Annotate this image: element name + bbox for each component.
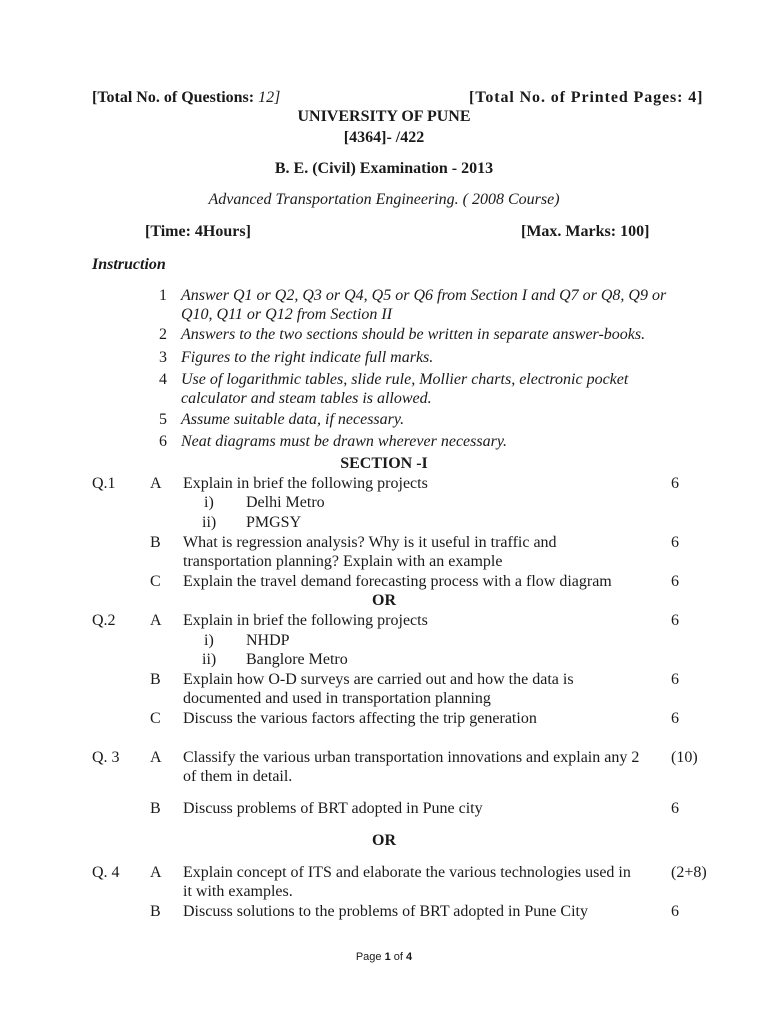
question-part-letter: A (150, 749, 162, 766)
question-part-letter: C (150, 710, 161, 727)
question-text: transportation planning? Explain with an example (183, 553, 503, 570)
question-text: Discuss the various factors affecting the trip generation (183, 710, 537, 727)
current-page-number: 1 (384, 951, 391, 963)
instruction-text: calculator and steam tables is allowed. (181, 390, 432, 407)
section-title: SECTION -I (340, 455, 428, 472)
question-part-letter: C (150, 573, 161, 590)
time-allowed (145, 223, 251, 241)
instruction-text: Answers to the two sections should be written in separate answer-books. (181, 326, 646, 343)
total-questions-value: 12] (258, 89, 281, 106)
university-name: UNIVERSITY OF PUNE (297, 108, 471, 125)
question-text: Explain in brief the following projects (183, 612, 428, 629)
question-number: Q. 3 (92, 749, 120, 766)
question-part-letter: B (150, 800, 161, 817)
time-label: [Time: (145, 223, 191, 240)
question-text: Discuss problems of BRT adopted in Pune city (183, 800, 483, 817)
question-text: documented and used in transportation planning (183, 690, 491, 707)
question-marks: 6 (671, 710, 679, 727)
sub-item-numeral: i) (204, 494, 214, 511)
question-text: Explain how O-D surveys are carried out and how the data is (183, 671, 574, 688)
sub-item-numeral: ii) (202, 514, 217, 531)
question-marks: (2+8) (671, 864, 707, 881)
total-page-number: 4 (406, 951, 413, 963)
question-text: Explain the travel demand forecasting process with a flow diagram (183, 573, 612, 590)
page-footer (0, 948, 768, 966)
instruction-text: Neat diagrams must be drawn wherever necessary. (181, 433, 508, 450)
page-word: Page (355, 951, 382, 963)
question-part-letter: B (150, 671, 161, 688)
instruction-text: Use of logarithmic tables, slide rule, Mollier charts, electronic pocket (181, 371, 629, 388)
question-marks: 6 (671, 475, 679, 492)
total-questions (92, 89, 280, 107)
instruction-number: 5 (159, 411, 167, 428)
question-text: Explain concept of ITS and elaborate the various technologies used in (183, 864, 631, 881)
instruction-number: 4 (159, 371, 167, 388)
question-text: Classify the various urban transportation innovations and explain any 2 (183, 749, 640, 766)
question-marks: (10) (671, 749, 698, 766)
or-separator: OR (372, 592, 396, 609)
paper-code: [4364]- /422 (343, 129, 425, 146)
question-text: Explain in brief the following projects (183, 475, 428, 492)
exam-title: B. E. (Civil) Examination - 2013 (274, 160, 494, 177)
instruction-number: 3 (159, 349, 167, 366)
question-number: Q. 4 (92, 864, 120, 881)
instruction-text: Assume suitable data, if necessary. (181, 411, 405, 428)
sub-item-text: PMGSY (246, 514, 302, 531)
or-separator: OR (372, 832, 396, 849)
sub-item-numeral: ii) (202, 651, 217, 668)
max-marks: [Max. Marks: 100] (521, 223, 650, 240)
instruction-heading: Instruction (92, 256, 166, 273)
question-text: it with examples. (183, 883, 293, 900)
question-part-letter: A (150, 475, 162, 492)
instruction-number: 6 (159, 433, 167, 450)
instruction-text: Q10, Q11 or Q12 from Section II (181, 306, 393, 323)
instruction-number: 2 (159, 326, 167, 343)
printed-pages: [Total No. of Printed Pages: 4] (469, 89, 704, 106)
question-text: of them in detail. (183, 768, 293, 785)
question-marks: 6 (671, 800, 679, 817)
question-marks: 6 (671, 612, 679, 629)
question-number: Q.2 (92, 612, 116, 629)
question-part-letter: A (150, 612, 162, 629)
sub-item-text: NHDP (246, 632, 290, 649)
question-text: Discuss solutions to the problems of BRT adopted in Pune City (183, 903, 588, 920)
question-marks: 6 (671, 671, 679, 688)
page-of-word: of (393, 951, 403, 963)
question-marks: 6 (671, 903, 679, 920)
subject-title: Advanced Transportation Engineering. ( 2008 Course) (208, 191, 560, 208)
question-part-letter: B (150, 534, 161, 551)
question-part-letter: B (150, 903, 161, 920)
question-text: What is regression analysis? Why is it useful in traffic and (183, 534, 557, 551)
time-value: 4Hours] (194, 223, 251, 240)
question-part-letter: A (150, 864, 162, 881)
instruction-text: Figures to the right indicate full marks. (181, 349, 434, 366)
total-questions-label: [Total No. of Questions: (92, 89, 255, 106)
question-number: Q.1 (92, 475, 116, 492)
sub-item-numeral: i) (204, 632, 214, 649)
instruction-text: Answer Q1 or Q2, Q3 or Q4, Q5 or Q6 from Section I and Q7 or Q8, Q9 or (181, 287, 667, 304)
sub-item-text: Delhi Metro (246, 494, 325, 511)
question-marks: 6 (671, 573, 679, 590)
sub-item-text: Banglore Metro (246, 651, 348, 668)
question-marks: 6 (671, 534, 679, 551)
instruction-number: 1 (159, 287, 167, 304)
